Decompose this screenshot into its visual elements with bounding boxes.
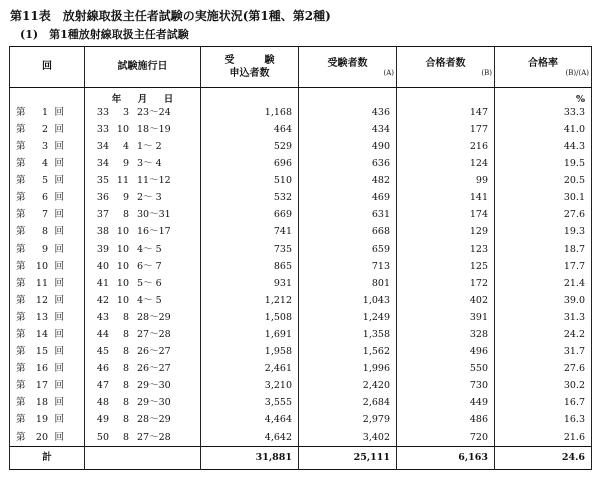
passed-cell: 125 <box>397 258 495 275</box>
rate-cell: 24.2 <box>495 326 592 343</box>
date-cell: 46 8 26～27 <box>85 360 201 377</box>
passed-cell: 99 <box>397 172 495 189</box>
rate-cell: 27.6 <box>495 360 592 377</box>
applicants-cell: 2,461 <box>201 360 299 377</box>
examinees-cell: 1,043 <box>299 292 397 309</box>
round-cell: 第 7 回 <box>10 207 85 224</box>
rate-cell: 16.3 <box>495 412 592 429</box>
date-cell: 42 10 4～ 5 <box>85 292 201 309</box>
round-cell: 第 10 回 <box>10 258 85 275</box>
round-cell: 第 9 回 <box>10 241 85 258</box>
date-cell: 41 10 5～ 6 <box>85 275 201 292</box>
table-title: 第11表 放射線取扱主任者試験の実施状況(第1種、第2種) <box>10 9 331 23</box>
round-cell: 第 2 回 <box>10 121 85 138</box>
table-row <box>10 343 592 360</box>
applicants-cell: 669 <box>201 207 299 224</box>
table-row <box>10 104 592 121</box>
examinees-cell: 2,979 <box>299 412 397 429</box>
table-row <box>10 172 592 189</box>
passed-cell: 147 <box>397 104 495 121</box>
rate-cell: 30.1 <box>495 189 592 206</box>
passed-cell: 486 <box>397 412 495 429</box>
examinees-cell: 436 <box>299 104 397 121</box>
rate-cell: 41.0 <box>495 121 592 138</box>
applicants-cell: 510 <box>201 172 299 189</box>
passed-cell: 328 <box>397 326 495 343</box>
date-cell: 49 8 28～29 <box>85 412 201 429</box>
header-row <box>10 47 592 88</box>
rate-cell: 19.3 <box>495 224 592 241</box>
header-round: 回 <box>10 47 85 88</box>
applicants-cell: 1,168 <box>201 104 299 121</box>
percent-symbol: % <box>495 88 592 105</box>
round-cell: 第 3 回 <box>10 138 85 155</box>
rate-cell: 16.7 <box>495 395 592 412</box>
passed-cell: 124 <box>397 155 495 172</box>
table-row <box>10 378 592 395</box>
table-row <box>10 360 592 377</box>
table-subtitle: (1) 第1種放射線取扱主任者試験 <box>20 28 189 41</box>
examinees-cell: 1,358 <box>299 326 397 343</box>
applicants-cell: 3,210 <box>201 378 299 395</box>
rate-cell: 31.3 <box>495 309 592 326</box>
passed-cell: 177 <box>397 121 495 138</box>
table-row <box>10 326 592 343</box>
passed-cell: 129 <box>397 224 495 241</box>
date-cell: 35 11 11～12 <box>85 172 201 189</box>
examinees-cell: 801 <box>299 275 397 292</box>
examinees-cell: 631 <box>299 207 397 224</box>
date-cell: 43 8 28～29 <box>85 309 201 326</box>
rate-cell: 21.4 <box>495 275 592 292</box>
round-cell: 第 16 回 <box>10 360 85 377</box>
applicants-cell: 735 <box>201 241 299 258</box>
passed-cell: 449 <box>397 395 495 412</box>
round-cell: 第 14 回 <box>10 326 85 343</box>
examinees-unit: (A) <box>383 69 394 77</box>
date-cell: 47 8 29～30 <box>85 378 201 395</box>
examinees-cell: 713 <box>299 258 397 275</box>
round-cell: 第 11 回 <box>10 275 85 292</box>
passed-cell: 550 <box>397 360 495 377</box>
applicants-cell: 741 <box>201 224 299 241</box>
table-row <box>10 241 592 258</box>
passed-cell: 216 <box>397 138 495 155</box>
round-cell: 第 15 回 <box>10 343 85 360</box>
total-rate: 24.6 <box>495 446 592 469</box>
round-cell: 第 5 回 <box>10 172 85 189</box>
rate-cell: 44.3 <box>495 138 592 155</box>
passed-cell: 496 <box>397 343 495 360</box>
applicants-cell: 1,958 <box>201 343 299 360</box>
rate-cell: 33.3 <box>495 104 592 121</box>
applicants-cell: 931 <box>201 275 299 292</box>
rate-cell: 30.2 <box>495 378 592 395</box>
passed-cell: 141 <box>397 189 495 206</box>
applicants-cell: 1,212 <box>201 292 299 309</box>
applicants-cell: 529 <box>201 138 299 155</box>
header-examinees: 受験者数 (A) <box>299 47 397 88</box>
rate-cell: 20.5 <box>495 172 592 189</box>
rate-cell: 31.7 <box>495 343 592 360</box>
header-rate: 合格率 (B)/(A) <box>495 47 592 88</box>
table-row <box>10 275 592 292</box>
rate-cell: 18.7 <box>495 241 592 258</box>
total-passed: 6,163 <box>397 446 495 469</box>
table-row <box>10 292 592 309</box>
applicants-cell: 1,508 <box>201 309 299 326</box>
rate-cell: 27.6 <box>495 207 592 224</box>
exam-results-table <box>9 46 592 470</box>
round-cell: 第 17 回 <box>10 378 85 395</box>
date-cell: 33 3 23～24 <box>85 104 201 121</box>
passed-cell: 174 <box>397 207 495 224</box>
applicants-cell: 696 <box>201 155 299 172</box>
examinees-cell: 1,249 <box>299 309 397 326</box>
passed-cell: 391 <box>397 309 495 326</box>
applicants-cell: 3,555 <box>201 395 299 412</box>
table-row <box>10 429 592 447</box>
round-cell: 第 4 回 <box>10 155 85 172</box>
passed-cell: 730 <box>397 378 495 395</box>
round-cell: 第 20 回 <box>10 429 85 447</box>
table-row <box>10 138 592 155</box>
date-cell: 34 4 1～ 2 <box>85 138 201 155</box>
date-cell: 37 8 30～31 <box>85 207 201 224</box>
date-cell: 48 8 29～30 <box>85 395 201 412</box>
round-cell: 第 1 回 <box>10 104 85 121</box>
unit-row <box>10 88 592 105</box>
date-cell: 34 9 3～ 4 <box>85 155 201 172</box>
examinees-cell: 1,562 <box>299 343 397 360</box>
date-cell: 33 10 18～19 <box>85 121 201 138</box>
header-date: 試験施行日 <box>85 47 201 88</box>
passed-cell: 720 <box>397 429 495 447</box>
table-row <box>10 258 592 275</box>
date-cell: 44 8 27～28 <box>85 326 201 343</box>
applicants-cell: 1,691 <box>201 326 299 343</box>
date-cell: 36 9 2～ 3 <box>85 189 201 206</box>
passed-cell: 402 <box>397 292 495 309</box>
table-row <box>10 412 592 429</box>
examinees-cell: 2,420 <box>299 378 397 395</box>
header-applicants: 受 験 申込者数 <box>201 47 299 88</box>
round-cell: 第 13 回 <box>10 309 85 326</box>
examinees-cell: 668 <box>299 224 397 241</box>
date-cell: 50 8 27～28 <box>85 429 201 447</box>
examinees-cell: 3,402 <box>299 429 397 447</box>
rate-cell: 17.7 <box>495 258 592 275</box>
total-examinees: 25,111 <box>299 446 397 469</box>
round-cell: 第 18 回 <box>10 395 85 412</box>
total-applicants: 31,881 <box>201 446 299 469</box>
table-row <box>10 395 592 412</box>
rate-cell: 39.0 <box>495 292 592 309</box>
table-row <box>10 224 592 241</box>
round-cell: 第 6 回 <box>10 189 85 206</box>
applicants-cell: 464 <box>201 121 299 138</box>
round-cell: 第 12 回 <box>10 292 85 309</box>
table-row <box>10 309 592 326</box>
round-cell: 第 8 回 <box>10 224 85 241</box>
total-label: 計 <box>10 446 85 469</box>
passed-cell: 172 <box>397 275 495 292</box>
header-passed: 合格者数 (B) <box>397 47 495 88</box>
round-cell: 第 19 回 <box>10 412 85 429</box>
rate-cell: 19.5 <box>495 155 592 172</box>
table-row <box>10 121 592 138</box>
examinees-cell: 469 <box>299 189 397 206</box>
date-cell: 40 10 6～ 7 <box>85 258 201 275</box>
applicants-cell: 532 <box>201 189 299 206</box>
rate-cell: 21.6 <box>495 429 592 447</box>
rate-unit: (B)/(A) <box>565 69 589 77</box>
applicants-cell: 865 <box>201 258 299 275</box>
examinees-cell: 659 <box>299 241 397 258</box>
examinees-cell: 1,996 <box>299 360 397 377</box>
applicants-cell: 4,464 <box>201 412 299 429</box>
examinees-cell: 490 <box>299 138 397 155</box>
examinees-cell: 482 <box>299 172 397 189</box>
date-cell: 38 10 16～17 <box>85 224 201 241</box>
date-cell: 45 8 26～27 <box>85 343 201 360</box>
passed-unit: (B) <box>481 69 492 77</box>
examinees-cell: 434 <box>299 121 397 138</box>
date-cell: 39 10 4～ 5 <box>85 241 201 258</box>
passed-cell: 123 <box>397 241 495 258</box>
examinees-cell: 2,684 <box>299 395 397 412</box>
table-row <box>10 207 592 224</box>
applicants-cell: 4,642 <box>201 429 299 447</box>
table-row <box>10 189 592 206</box>
date-units: 年 月 日 <box>85 88 201 105</box>
examinees-cell: 636 <box>299 155 397 172</box>
table-row <box>10 155 592 172</box>
total-row <box>10 446 592 469</box>
